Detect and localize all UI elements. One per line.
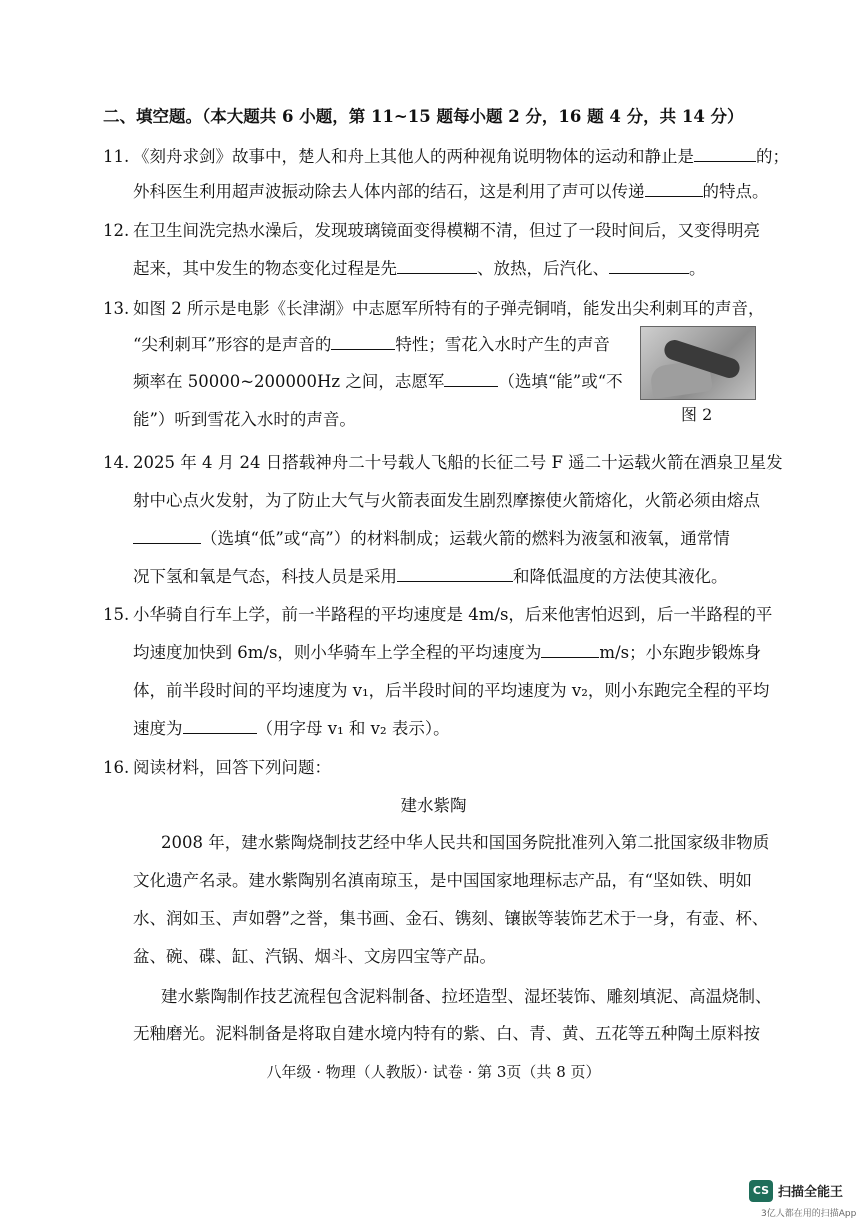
answer-blank[interactable] [694, 147, 756, 162]
text: 在卫生间洗完热水澡后，发现玻璃镜面变得模糊不清，但过了一段时间后，又变得明亮 [133, 221, 760, 240]
answer-blank[interactable] [645, 182, 703, 197]
text: 阅读材料，回答下列问题： [133, 758, 331, 777]
text: 如图 2 所示是电影《长津湖》中志愿军所特有的子弹壳铜哨，能发出尖利刺耳的声音， [133, 299, 765, 318]
answer-blank[interactable] [397, 259, 477, 274]
question-15-line-2 [133, 642, 761, 664]
question-14-line-4 [133, 566, 728, 588]
answer-blank[interactable] [183, 719, 257, 734]
text: 外科医生利用超声波振动除去人体内部的结石，这是利用了声可以传递 [133, 182, 645, 201]
passage-title: 建水紫陶 [400, 796, 467, 815]
text: 况下氢和氧是气态，科技人员是采用 [133, 567, 397, 586]
question-number: 15. [103, 605, 130, 624]
text: （用字母 v₁ 和 v₂ 表示）。 [256, 719, 450, 738]
text: 频率在 50000~200000Hz 之间，志愿军 [133, 372, 445, 391]
passage-line: 建水紫陶制作技艺流程包含泥料制备、拉坯造型、湿坯装饰、雕刻填泥、高温烧制、 [161, 987, 772, 1006]
question-number: 11. [103, 147, 130, 166]
passage-line: 水、润如玉、声如磬”之誉，集书画、金石、镌刻、镶嵌等装饰艺术于一身，有壶、杯、 [133, 909, 769, 928]
text: 起来，其中发生的物态变化过程是先 [133, 259, 397, 278]
passage-line: 盆、碗、碟、缸、汽锅、烟斗、文房四宝等产品。 [133, 947, 496, 966]
answer-blank[interactable] [609, 259, 689, 274]
text: 2025 年 4 月 24 日搭载神舟二十号载人飞船的长征二号 F 遥二十运载火箭在酒泉卫星发 [133, 453, 783, 472]
watermark-tagline: 3亿人都在用的扫描App [761, 1209, 857, 1219]
question-16-line-1 [103, 757, 331, 779]
question-15-line-4 [133, 718, 450, 740]
text: 、放热，后汽化、 [477, 259, 609, 278]
cs-logo-icon: CS [749, 1180, 773, 1202]
passage-line: 无釉磨光。泥料制备是将取自建水境内特有的紫、白、青、黄、五花等五种陶土原料按 [133, 1024, 760, 1043]
text: 和降低温度的方法使其液化。 [513, 567, 728, 586]
question-12-line-2 [133, 258, 706, 280]
passage-line: 文化遗产名录。建水紫陶别名滇南琼玉，是中国国家地理标志产品，有“坚如铁、明如 [133, 871, 752, 890]
text: 均速度加快到 6m/s，则小华骑车上学全程的平均速度为 [133, 643, 542, 662]
question-14-line-3 [133, 528, 730, 550]
question-14-line-1 [103, 452, 783, 474]
question-15-line-3: 体，前半段时间的平均速度为 v₁，后半段时间的平均速度为 v₂，则小东跑完全程的平均 [133, 681, 770, 700]
answer-blank[interactable] [331, 335, 395, 350]
page-footer: 八年级 · 物理（人教版）· 试卷 · 第 3页（共 8 页） [266, 1063, 601, 1081]
text: “尖利刺耳”形容的是声音的 [133, 335, 332, 354]
text: 速度为 [133, 719, 183, 738]
question-13-line-3 [133, 371, 623, 393]
question-number: 13. [103, 299, 130, 318]
answer-blank[interactable] [444, 372, 498, 387]
text: 。 [689, 259, 706, 278]
question-13-line-2 [133, 334, 610, 356]
text: 特性；雪花入水时产生的声音 [395, 335, 610, 354]
question-11-line-1 [103, 146, 789, 168]
text: 《刻舟求剑》故事中，楚人和舟上其他人的两种视角说明物体的运动和静止是 [133, 147, 694, 166]
figure-caption: 图 2 [681, 405, 713, 424]
section-title: 二、填空题。（本大题共 6 小题，第 11~15 题每小题 2 分，16 题 4 分，共 14 分） [103, 107, 744, 126]
question-11-line-2 [133, 181, 769, 203]
scanner-watermark [749, 1176, 859, 1220]
question-15-line-1 [103, 604, 772, 626]
text: 的特点。 [702, 182, 769, 201]
watermark-name: 扫描全能王 [778, 1185, 844, 1200]
text: （选填“低”或“高”）的材料制成；运载火箭的燃料为液氢和液氧，通常情 [201, 529, 730, 548]
answer-blank[interactable] [397, 567, 513, 582]
question-number: 14. [103, 453, 130, 472]
text: m/s；小东跑步锻炼身 [599, 643, 762, 662]
passage-line: 2008 年，建水紫陶烧制技艺经中华人民共和国国务院批准列入第二批国家级非物质 [161, 833, 770, 852]
answer-blank[interactable] [541, 643, 599, 658]
answer-blank[interactable] [133, 529, 201, 544]
question-number: 12. [103, 221, 130, 240]
text: 小华骑自行车上学，前一半路程的平均速度是 4m/s，后来他害怕迟到，后一半路程的平 [133, 605, 773, 624]
question-number: 16. [103, 758, 130, 777]
question-14-line-2: 射中心点火发射，为了防止大气与火箭表面发生剧烈摩擦使火箭熔化，火箭必须由熔点 [133, 491, 760, 510]
whistle-photo [640, 326, 756, 400]
question-13-line-4: 能”）听到雪花入水时的声音。 [133, 410, 356, 429]
question-12-line-1 [103, 220, 760, 242]
question-13-line-1 [103, 298, 765, 320]
text: （选填“能”或“不 [498, 372, 623, 391]
text: 的； [756, 147, 789, 166]
